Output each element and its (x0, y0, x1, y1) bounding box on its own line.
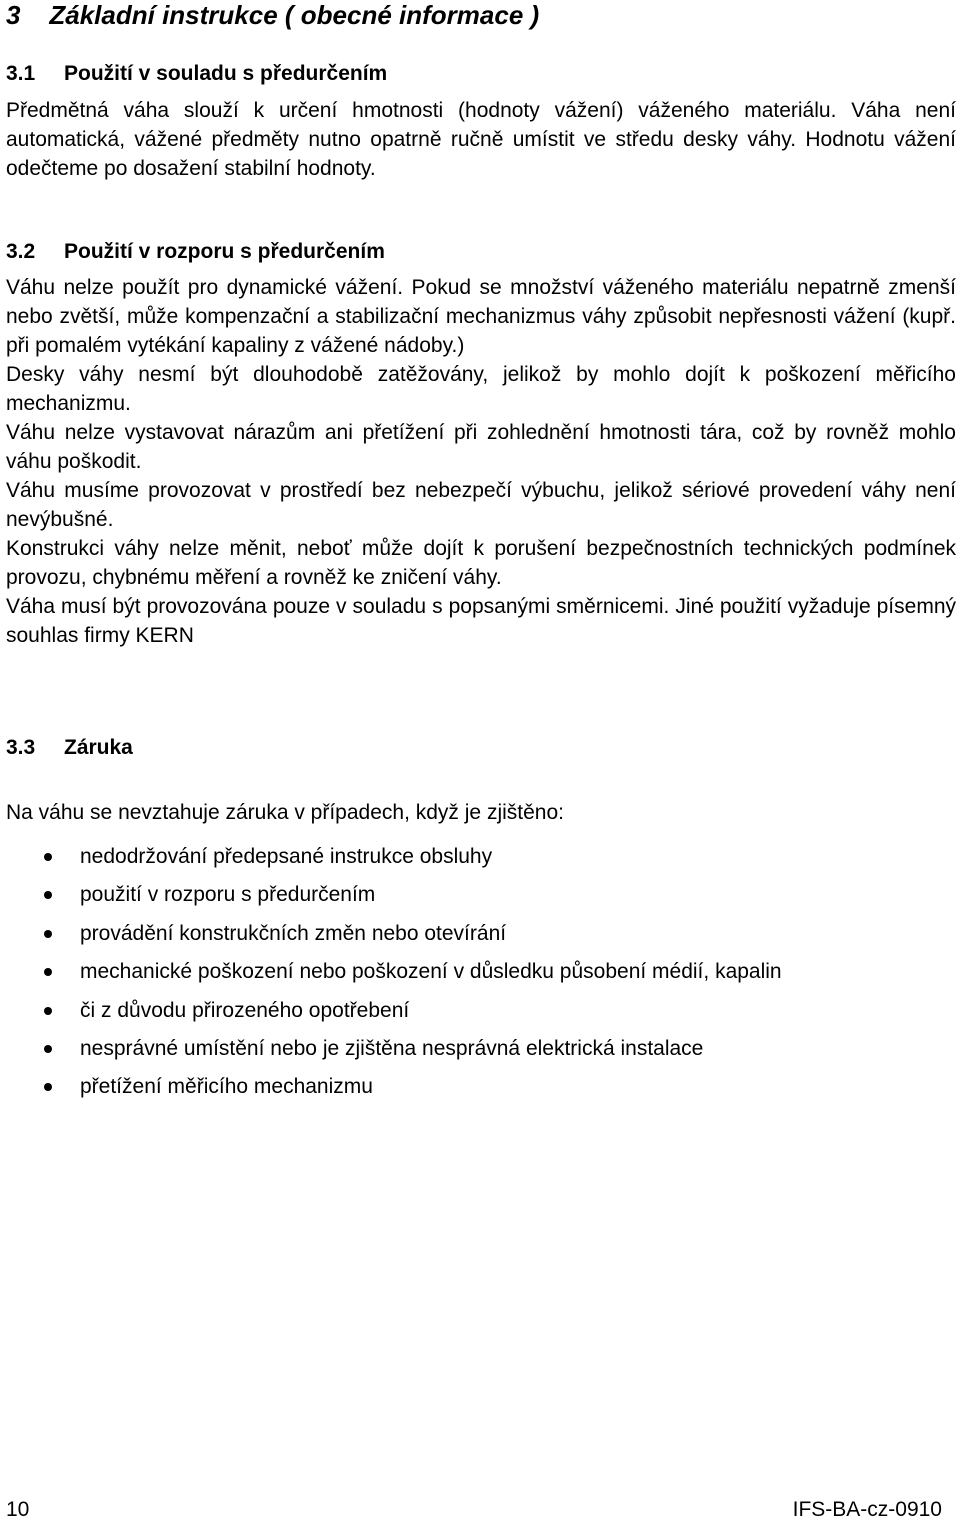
paragraph: Váhu nelze použít pro dynamické vážení. Pokud se množství váženého materiálu nepatrně zmenší nebo zvětší, může kompenzační a stabilizační mechanizmus váhy způsobit nepřesnosti vážení (kupř. při pomalém vytékání kapaliny z vážené nádoby.) (6, 276, 956, 357)
paragraph: Konstrukci váhy nelze měnit, neboť může dojít k porušení bezpečnostních technických podmínek provozu, chybnému měření a rovněž ke zničení váhy. (6, 537, 956, 589)
paragraph: Váhu nelze vystavovat nárazům ani přetížení při zohlednění hmotnosti tára, což by rovněž mohlo váhu poškodit. (6, 421, 956, 473)
section-title: Záruka (64, 736, 133, 759)
list-item (6, 919, 956, 957)
list-item-text: mechanické poškození nebo poškození v důsledku působení médií, kapalin (80, 960, 782, 984)
section-number: 3.2 (6, 240, 36, 263)
section-number: 3.1 (6, 62, 36, 85)
bullet-icon (44, 1045, 52, 1053)
list-item-text: použití v rozporu s předurčením (80, 883, 376, 907)
section-heading-3-1 (6, 61, 387, 87)
list-item-text: nedodržování předepsané instrukce obsluhy (80, 845, 493, 868)
section-body-3-2 (6, 273, 956, 650)
bullet-icon (44, 891, 52, 899)
paragraph: Váha musí být provozována pouze v souladu s popsanými směrnicemi. Jiné použití vyžaduje písemný souhlas firmy KERN (6, 595, 956, 647)
section-title: Použití v souladu s předurčením (64, 62, 388, 85)
list-item-text: provádění konstrukčních změn nebo otevírání (80, 921, 507, 945)
section-heading-3-3 (6, 735, 133, 761)
list-item (6, 880, 956, 918)
chapter-heading (6, 0, 539, 30)
list-item (6, 842, 956, 880)
paragraph: Váhu musíme provozovat v prostředí bez nebezpečí výbuchu, jelikož sériové provedení váhy není nevýbušné. (6, 479, 956, 531)
list-item (6, 1072, 956, 1110)
bullet-icon (44, 930, 52, 938)
warranty-exclusions-list (6, 842, 956, 1111)
section-number: 3.3 (6, 736, 36, 759)
section-intro-3-3 (6, 798, 956, 827)
document-code: IFS-BA-cz-0910 (792, 1498, 942, 1521)
section-title: Použití v rozporu s předurčením (64, 240, 385, 263)
list-item-text: nesprávné umístění nebo je zjištěna nesprávná elektrická instalace (80, 1036, 704, 1060)
paragraph: Desky váhy nesmí být dlouhodobě zatěžovány, jelikož by mohlo dojít k poškození měřicího mechanizmu. (6, 363, 956, 415)
chapter-number: 3 (6, 0, 21, 30)
list-item (6, 996, 956, 1034)
list-item-text: či z důvodu přirozeného opotřebení (80, 998, 410, 1022)
bullet-icon (44, 968, 52, 976)
list-item-text: přetížení měřicího mechanizmu (80, 1075, 373, 1099)
bullet-icon (44, 853, 52, 861)
paragraph: Na váhu se nevztahuje záruka v případech, když je zjištěno: (6, 801, 564, 824)
section-body-3-1 (6, 96, 956, 183)
bullet-icon (44, 1007, 52, 1015)
bullet-icon (44, 1083, 52, 1091)
chapter-title: Základní instrukce ( obecné informace ) (49, 0, 540, 30)
list-item (6, 1034, 956, 1072)
paragraph: Předmětná váha slouží k určení hmotnosti (hodnoty vážení) váženého materiálu. Váha není automatická, vážené předměty nutno opatrně ručně umístit ve středu desky váhy. Hodnotu vážení odečteme po dosažení stabilní hodnoty. (6, 99, 956, 180)
page-number: 10 (6, 1498, 30, 1521)
list-item (6, 957, 956, 995)
section-heading-3-2 (6, 239, 385, 265)
